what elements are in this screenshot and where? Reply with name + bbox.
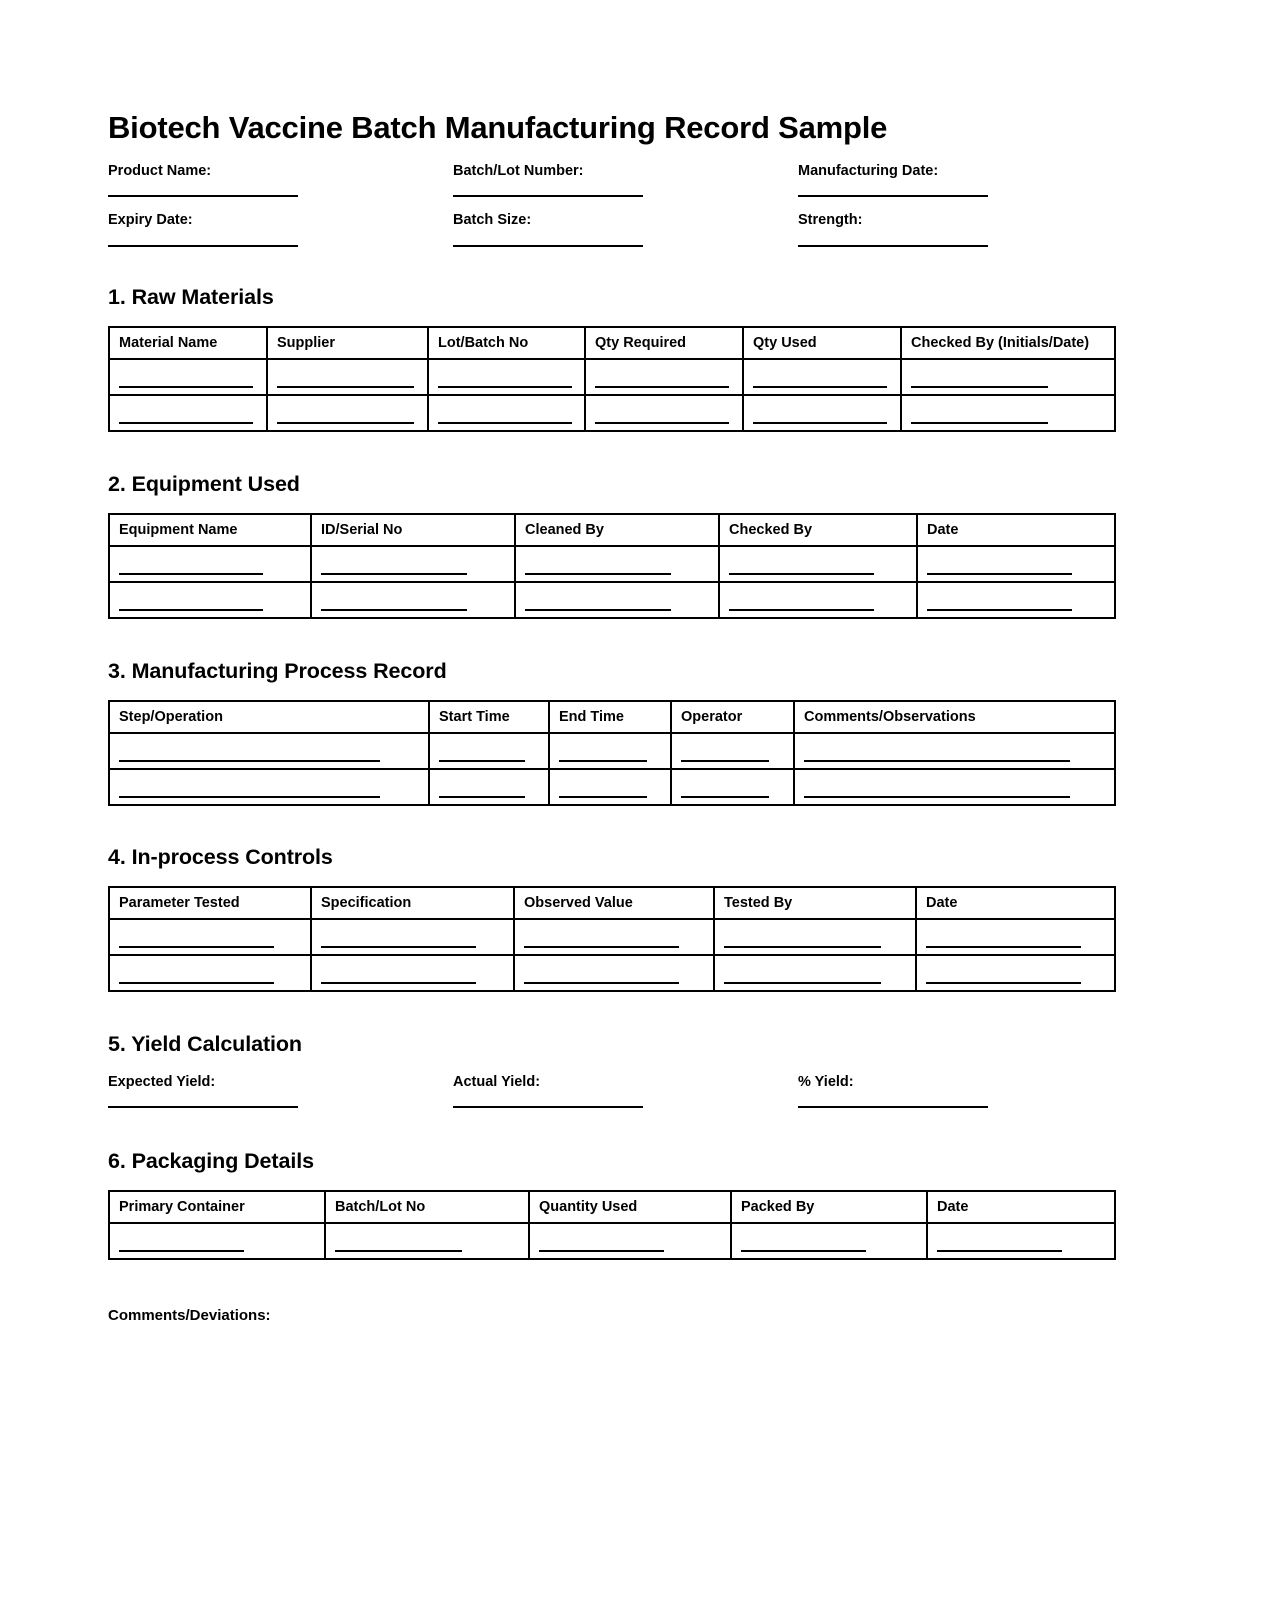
table-cell[interactable] (585, 359, 743, 395)
cell-underline (321, 609, 467, 611)
field-batch-lot-number (453, 164, 798, 198)
section-heading-raw-materials: 1. Raw Materials (108, 285, 274, 310)
field-label: Product Name: (108, 162, 212, 179)
cell-underline (119, 573, 263, 575)
table-cell[interactable] (109, 733, 429, 769)
cell-underline (119, 386, 253, 388)
table-row (109, 769, 1115, 805)
table-header-row (109, 887, 1115, 919)
table-cell[interactable] (917, 546, 1115, 582)
cell-underline (525, 573, 671, 575)
table-cell[interactable] (901, 359, 1115, 395)
table-cell[interactable] (109, 395, 267, 431)
cell-underline (119, 946, 274, 948)
column-header: Equipment Name (109, 514, 311, 546)
table-cell[interactable] (311, 919, 514, 955)
cell-underline (937, 1250, 1062, 1252)
cell-underline (926, 982, 1081, 984)
cell-underline (804, 796, 1070, 798)
table-cell[interactable] (325, 1223, 529, 1259)
cell-underline (438, 422, 572, 424)
table-row (109, 546, 1115, 582)
field-label: % Yield: (798, 1074, 854, 1091)
field-underline-strength[interactable] (798, 245, 988, 247)
table-row (109, 359, 1115, 395)
table-cell[interactable] (109, 582, 311, 618)
column-header: Supplier (267, 327, 428, 359)
table-cell[interactable] (731, 1223, 927, 1259)
header-field-row (108, 213, 1114, 247)
cell-underline (524, 982, 679, 984)
table-packaging-details (108, 1190, 1116, 1260)
column-header: Date (916, 887, 1115, 919)
field-underline-batch-lot-number[interactable] (453, 195, 643, 197)
column-header: Quantity Used (529, 1191, 731, 1223)
page-title: Biotech Vaccine Batch Manufacturing Record Sample (108, 110, 888, 145)
yield-fields (108, 1075, 1114, 1108)
table-header-row (109, 327, 1115, 359)
column-header: Start Time (429, 701, 549, 733)
cell-underline (595, 386, 729, 388)
column-header: Qty Used (743, 327, 901, 359)
column-header: Step/Operation (109, 701, 429, 733)
table-cell[interactable] (743, 395, 901, 431)
table-row (109, 582, 1115, 618)
cell-underline (321, 982, 476, 984)
table-cell[interactable] (515, 582, 719, 618)
table-cell[interactable] (109, 359, 267, 395)
yield-field-row (108, 1075, 1114, 1108)
table-cell[interactable] (549, 769, 671, 805)
table-cell[interactable] (311, 955, 514, 991)
table-cell[interactable] (267, 359, 428, 395)
cell-underline (741, 1250, 866, 1252)
field-label: Strength: (798, 212, 863, 229)
table-cell[interactable] (311, 546, 515, 582)
column-header: Cleaned By (515, 514, 719, 546)
cell-underline (119, 796, 380, 798)
cell-underline (595, 422, 729, 424)
cell-underline (119, 422, 253, 424)
cell-underline (539, 1250, 664, 1252)
field-label: Expected Yield: (108, 1074, 216, 1091)
table-cell[interactable] (549, 733, 671, 769)
table-cell[interactable] (719, 582, 917, 618)
cell-underline (753, 386, 887, 388)
table-cell[interactable] (514, 919, 714, 955)
table-row (109, 955, 1115, 991)
table-manufacturing-process (108, 700, 1116, 806)
field-actual-yield (453, 1075, 798, 1108)
cell-underline (335, 1250, 462, 1252)
table-cell[interactable] (671, 733, 794, 769)
table-cell[interactable] (109, 546, 311, 582)
table-cell[interactable] (714, 919, 916, 955)
table-cell[interactable] (311, 582, 515, 618)
table-row (109, 919, 1115, 955)
field-label: Batch/Lot Number: (453, 162, 584, 179)
field-underline-manufacturing-date[interactable] (798, 195, 988, 197)
cell-underline (525, 609, 671, 611)
table-cell[interactable] (794, 769, 1115, 805)
field-underline-batch-size[interactable] (453, 245, 643, 247)
cell-underline (439, 796, 525, 798)
section-heading-packaging-details: 6. Packaging Details (108, 1149, 314, 1174)
field-expiry-date (108, 213, 453, 247)
cell-underline (439, 760, 525, 762)
table-cell[interactable] (514, 955, 714, 991)
column-header: Tested By (714, 887, 916, 919)
table-row (109, 395, 1115, 431)
field-underline-expected-yield[interactable] (108, 1106, 298, 1108)
column-header: Primary Container (109, 1191, 325, 1223)
field-underline-percent-yield[interactable] (798, 1106, 988, 1108)
cell-underline (804, 760, 1070, 762)
section-heading-equipment-used: 2. Equipment Used (108, 472, 300, 497)
table-cell[interactable] (109, 769, 429, 805)
column-header: Material Name (109, 327, 267, 359)
field-strength (798, 213, 1143, 247)
column-header: Batch/Lot No (325, 1191, 529, 1223)
column-header: Operator (671, 701, 794, 733)
column-header: Qty Required (585, 327, 743, 359)
field-batch-size (453, 213, 798, 247)
cell-underline (724, 982, 881, 984)
cell-underline (753, 422, 887, 424)
table-equipment-used (108, 513, 1116, 619)
table-cell[interactable] (916, 955, 1115, 991)
field-label: Manufacturing Date: (798, 162, 939, 179)
cell-underline (119, 1250, 244, 1252)
table-cell[interactable] (901, 395, 1115, 431)
cell-underline (438, 386, 572, 388)
field-label: Expiry Date: (108, 212, 193, 229)
table-cell[interactable] (743, 359, 901, 395)
cell-underline (927, 573, 1072, 575)
table-header-row (109, 1191, 1115, 1223)
table-row (109, 733, 1115, 769)
cell-underline (724, 946, 881, 948)
document-sheet (108, 108, 1114, 1325)
comments-deviations-label: Comments/Deviations: (108, 1307, 271, 1325)
column-header: Checked By (719, 514, 917, 546)
table-cell[interactable] (714, 955, 916, 991)
table-cell[interactable] (917, 582, 1115, 618)
table-header-row (109, 514, 1115, 546)
cell-underline (321, 573, 467, 575)
cell-underline (681, 760, 769, 762)
cell-underline (119, 982, 274, 984)
cell-underline (911, 386, 1048, 388)
cell-underline (559, 760, 647, 762)
field-percent-yield (798, 1075, 1143, 1108)
table-cell[interactable] (671, 769, 794, 805)
table-cell[interactable] (585, 395, 743, 431)
column-header: Parameter Tested (109, 887, 311, 919)
table-cell[interactable] (109, 955, 311, 991)
cell-underline (729, 573, 874, 575)
column-header: Specification (311, 887, 514, 919)
table-cell[interactable] (429, 733, 549, 769)
table-cell[interactable] (429, 769, 549, 805)
table-row (109, 1223, 1115, 1259)
field-expected-yield (108, 1075, 453, 1108)
field-underline-product-name[interactable] (108, 195, 298, 197)
header-fields (108, 164, 1114, 248)
table-header-row (109, 701, 1115, 733)
column-header: Packed By (731, 1191, 927, 1223)
table-cell[interactable] (428, 359, 585, 395)
table-cell[interactable] (529, 1223, 731, 1259)
table-cell[interactable] (927, 1223, 1115, 1259)
field-product-name (108, 164, 453, 198)
section-heading-manufacturing-process: 3. Manufacturing Process Record (108, 659, 447, 684)
cell-underline (729, 609, 874, 611)
column-header: End Time (549, 701, 671, 733)
table-cell[interactable] (719, 546, 917, 582)
cell-underline (559, 796, 647, 798)
column-header: ID/Serial No (311, 514, 515, 546)
cell-underline (911, 422, 1048, 424)
field-label: Actual Yield: (453, 1074, 541, 1091)
column-header: Lot/Batch No (428, 327, 585, 359)
table-cell[interactable] (267, 395, 428, 431)
cell-underline (321, 946, 476, 948)
field-underline-expiry-date[interactable] (108, 245, 298, 247)
table-cell[interactable] (515, 546, 719, 582)
cell-underline (927, 609, 1072, 611)
header-field-row (108, 164, 1114, 198)
cell-underline (524, 946, 679, 948)
section-heading-in-process-controls: 4. In-process Controls (108, 845, 333, 870)
cell-underline (119, 760, 380, 762)
field-label: Batch Size: (453, 212, 532, 229)
table-cell[interactable] (109, 919, 311, 955)
table-cell[interactable] (109, 1223, 325, 1259)
column-header: Date (917, 514, 1115, 546)
cell-underline (926, 946, 1081, 948)
cell-underline (681, 796, 769, 798)
table-raw-materials (108, 326, 1116, 432)
field-manufacturing-date (798, 164, 1143, 198)
table-cell[interactable] (916, 919, 1115, 955)
table-cell[interactable] (428, 395, 585, 431)
table-in-process-controls (108, 886, 1116, 992)
column-header: Date (927, 1191, 1115, 1223)
cell-underline (277, 386, 414, 388)
cell-underline (277, 422, 414, 424)
field-underline-actual-yield[interactable] (453, 1106, 643, 1108)
column-header: Checked By (Initials/Date) (901, 327, 1115, 359)
cell-underline (119, 609, 263, 611)
column-header: Observed Value (514, 887, 714, 919)
table-cell[interactable] (794, 733, 1115, 769)
section-heading-yield-calculation: 5. Yield Calculation (108, 1032, 302, 1057)
column-header: Comments/Observations (794, 701, 1115, 733)
